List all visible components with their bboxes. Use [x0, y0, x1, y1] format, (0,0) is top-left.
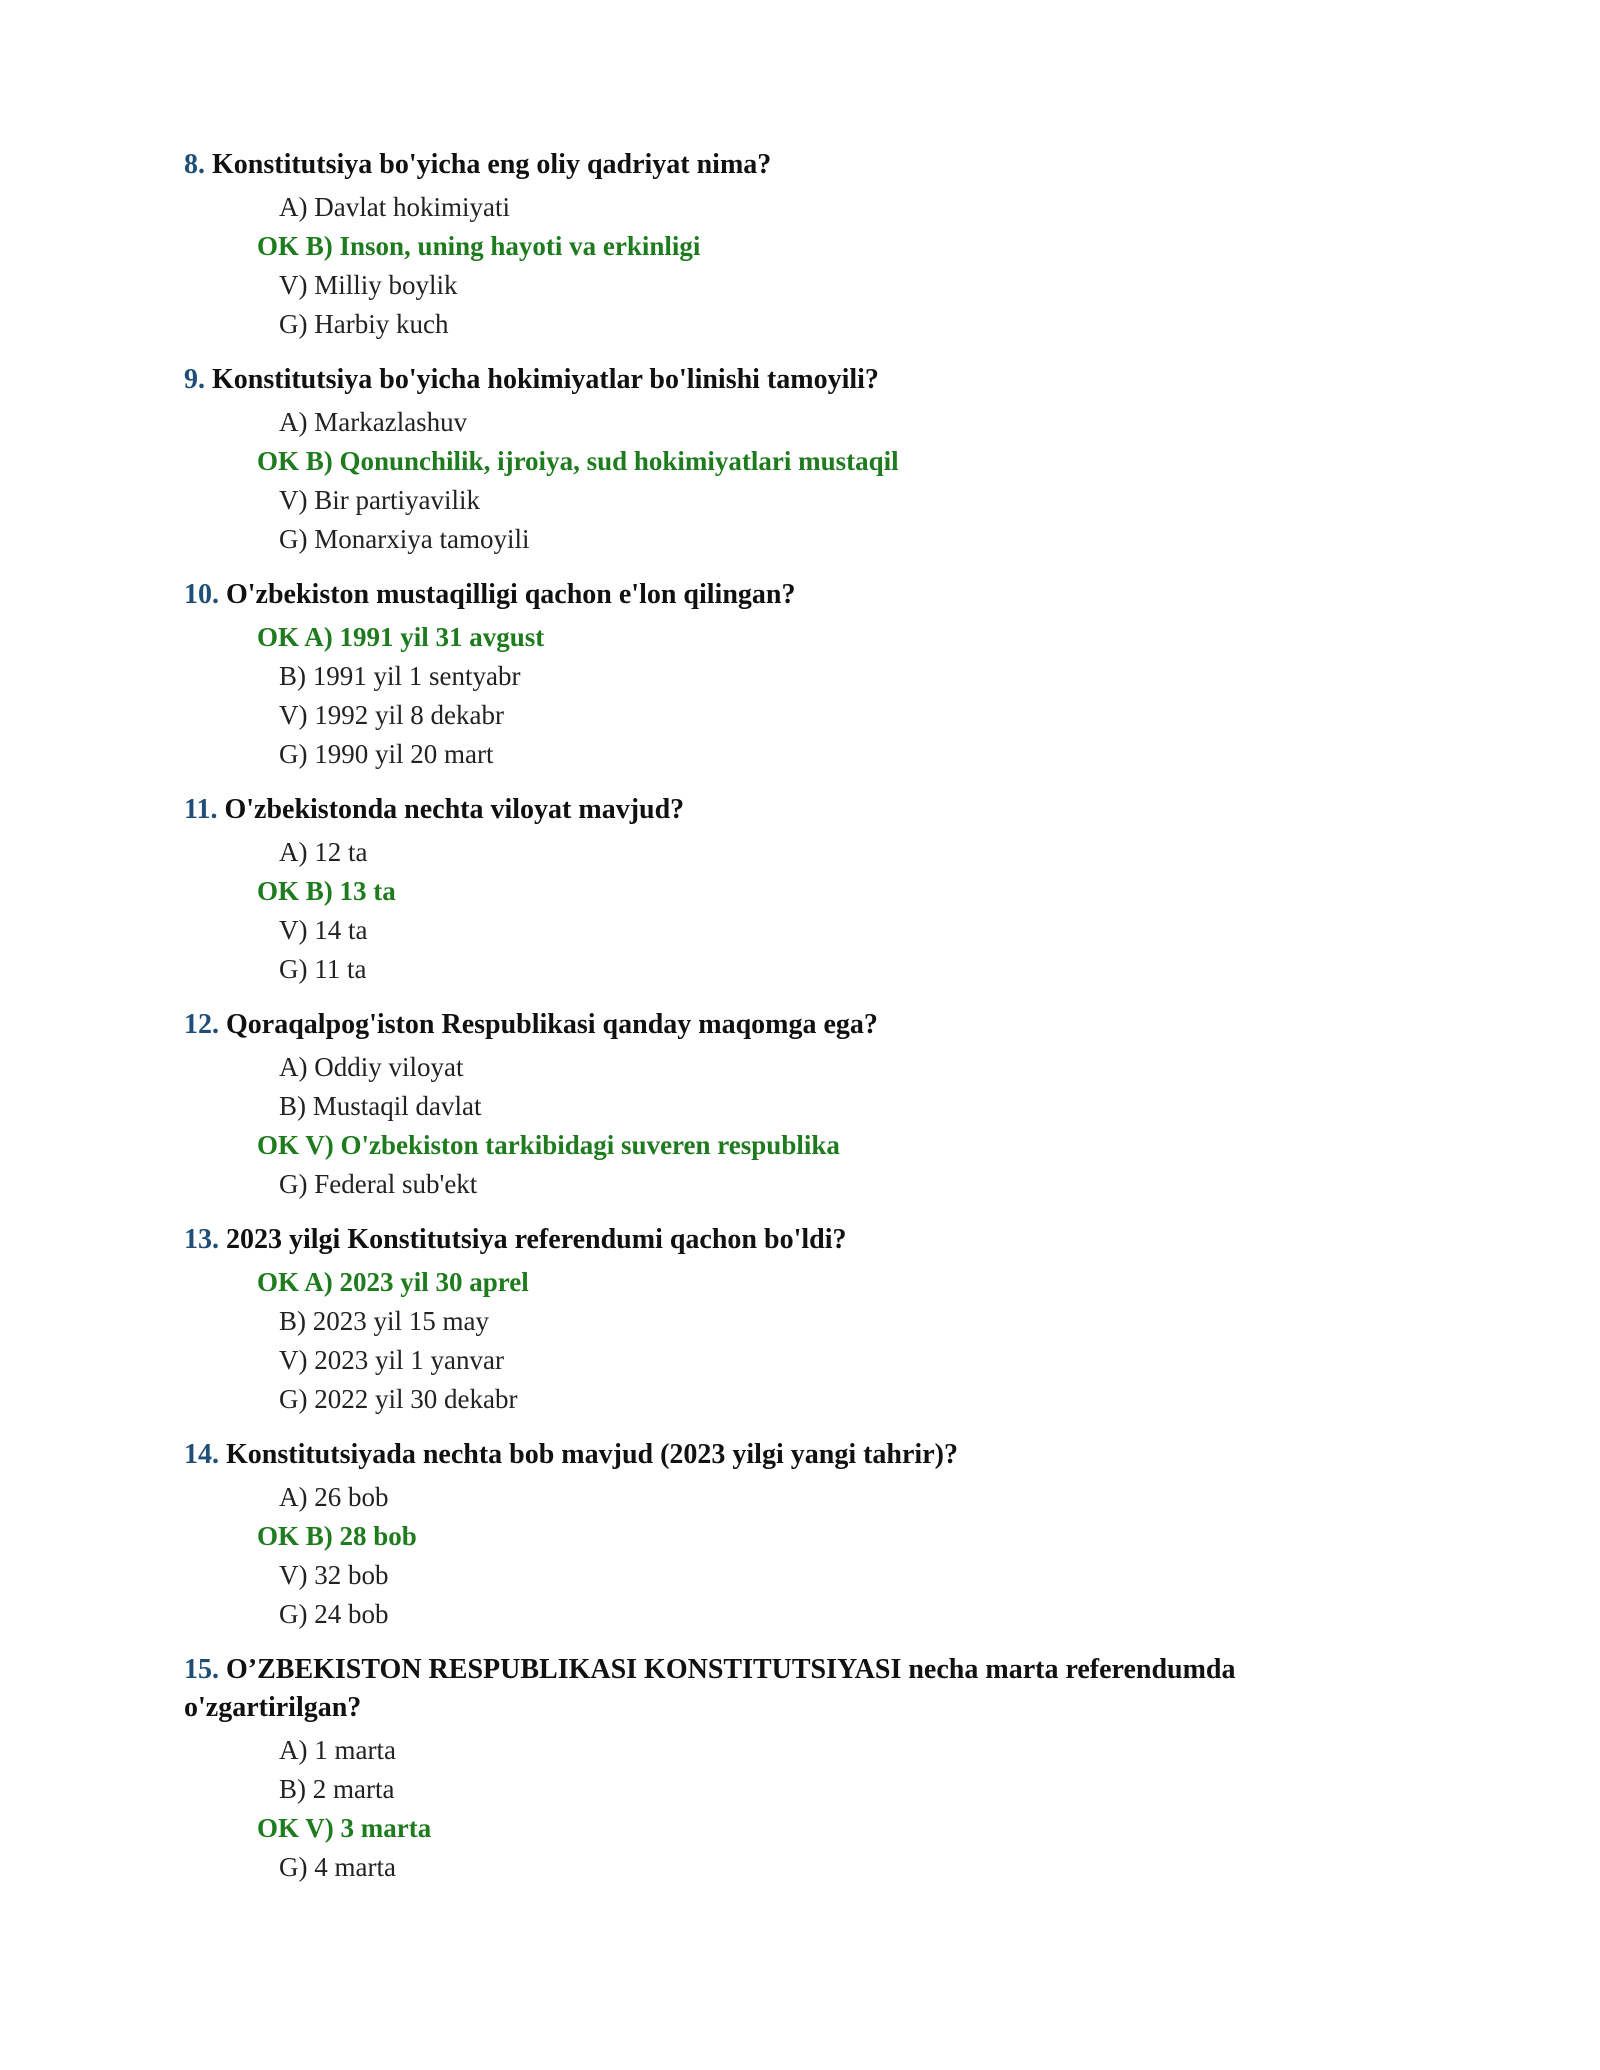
question-block [184, 1651, 1600, 1887]
question-heading [184, 791, 1334, 829]
correct-answer-option: OK B) Inson, uning hayoti va erkinligi [257, 231, 701, 261]
question-heading [184, 1221, 1334, 1259]
question-text: Konstitutsiya bo'yicha eng oliy qadriyat nima? [205, 149, 772, 180]
question-text: Konstitutsiya bo'yicha hokimiyatlar bo'linishi tamoyili? [205, 364, 879, 395]
answer-option: A) 1 marta [279, 1735, 396, 1765]
answer-option: A) 12 ta [279, 837, 368, 867]
question-text: O'zbekistonda nechta viloyat mavjud? [217, 794, 685, 825]
answer-option: V) Milliy boylik [279, 270, 458, 300]
question-block [184, 1436, 1600, 1634]
answer-option: A) 26 bob [279, 1482, 389, 1512]
answer-option: G) Federal sub'ekt [279, 1169, 478, 1199]
answer-option: V) 32 bob [279, 1560, 389, 1590]
question-block [184, 791, 1600, 989]
answer-option: G) 2022 yil 30 dekabr [279, 1384, 518, 1414]
question-number: 14. [184, 1439, 219, 1470]
answer-option: B) 2 marta [279, 1774, 395, 1804]
answer-option: G) 4 marta [279, 1852, 396, 1882]
question-number: 8. [184, 149, 205, 180]
answer-option: V) 14 ta [279, 915, 368, 945]
correct-answer-option: OK A) 2023 yil 30 aprel [257, 1267, 529, 1297]
correct-answer-option: OK B) 28 bob [257, 1521, 417, 1551]
question-number: 10. [184, 579, 219, 610]
question-heading [184, 1651, 1334, 1727]
answer-option: G) Monarxiya tamoyili [279, 524, 530, 554]
question-heading [184, 361, 1334, 399]
question-number: 12. [184, 1009, 219, 1040]
answer-option: G) 1990 yil 20 mart [279, 739, 494, 769]
question-number: 9. [184, 364, 205, 395]
answer-option: G) 24 bob [279, 1599, 389, 1629]
question-text: Konstitutsiyada nechta bob mavjud (2023 yilgi yangi tahrir)? [219, 1439, 958, 1470]
question-text: Qoraqalpog'iston Respublikasi qanday maqomga ega? [219, 1009, 878, 1040]
question-text: 2023 yilgi Konstitutsiya referendumi qachon bo'ldi? [219, 1224, 847, 1255]
question-heading [184, 146, 1334, 184]
question-block [184, 146, 1600, 344]
question-block [184, 1006, 1600, 1204]
answer-option: V) Bir partiyavilik [279, 485, 480, 515]
question-text: O’ZBEKISTON RESPUBLIKASI KONSTITUTSIYASI necha marta referendumda o'zgartirilgan? [184, 1654, 1236, 1723]
answer-option: A) Davlat hokimiyati [279, 192, 510, 222]
question-block [184, 1221, 1600, 1419]
question-number: 13. [184, 1224, 219, 1255]
question-block [184, 576, 1600, 774]
correct-answer-option: OK V) 3 marta [257, 1813, 432, 1843]
answer-option: A) Oddiy viloyat [279, 1052, 464, 1082]
answer-option: A) Markazlashuv [279, 407, 468, 437]
correct-answer-option: OK A) 1991 yil 31 avgust [257, 622, 545, 652]
correct-answer-option: OK B) Qonunchilik, ijroiya, sud hokimiyatlari mustaqil [257, 446, 899, 476]
question-block [184, 361, 1600, 559]
question-heading [184, 576, 1334, 614]
answer-option: B) Mustaqil davlat [279, 1091, 482, 1121]
answer-option: B) 1991 yil 1 sentyabr [279, 661, 521, 691]
question-text: O'zbekiston mustaqilligi qachon e'lon qilingan? [219, 579, 796, 610]
question-number: 15. [184, 1654, 219, 1685]
answer-option: G) 11 ta [279, 954, 367, 984]
question-heading [184, 1436, 1334, 1474]
question-number: 11. [184, 794, 218, 825]
correct-answer-option: OK V) O'zbekiston tarkibidagi suveren respublika [257, 1130, 840, 1160]
question-heading [184, 1006, 1334, 1044]
answer-option: G) Harbiy kuch [279, 309, 449, 339]
answer-option: V) 2023 yil 1 yanvar [279, 1345, 504, 1375]
answer-option: B) 2023 yil 15 may [279, 1306, 489, 1336]
correct-answer-option: OK B) 13 ta [257, 876, 396, 906]
answer-option: V) 1992 yil 8 dekabr [279, 700, 504, 730]
